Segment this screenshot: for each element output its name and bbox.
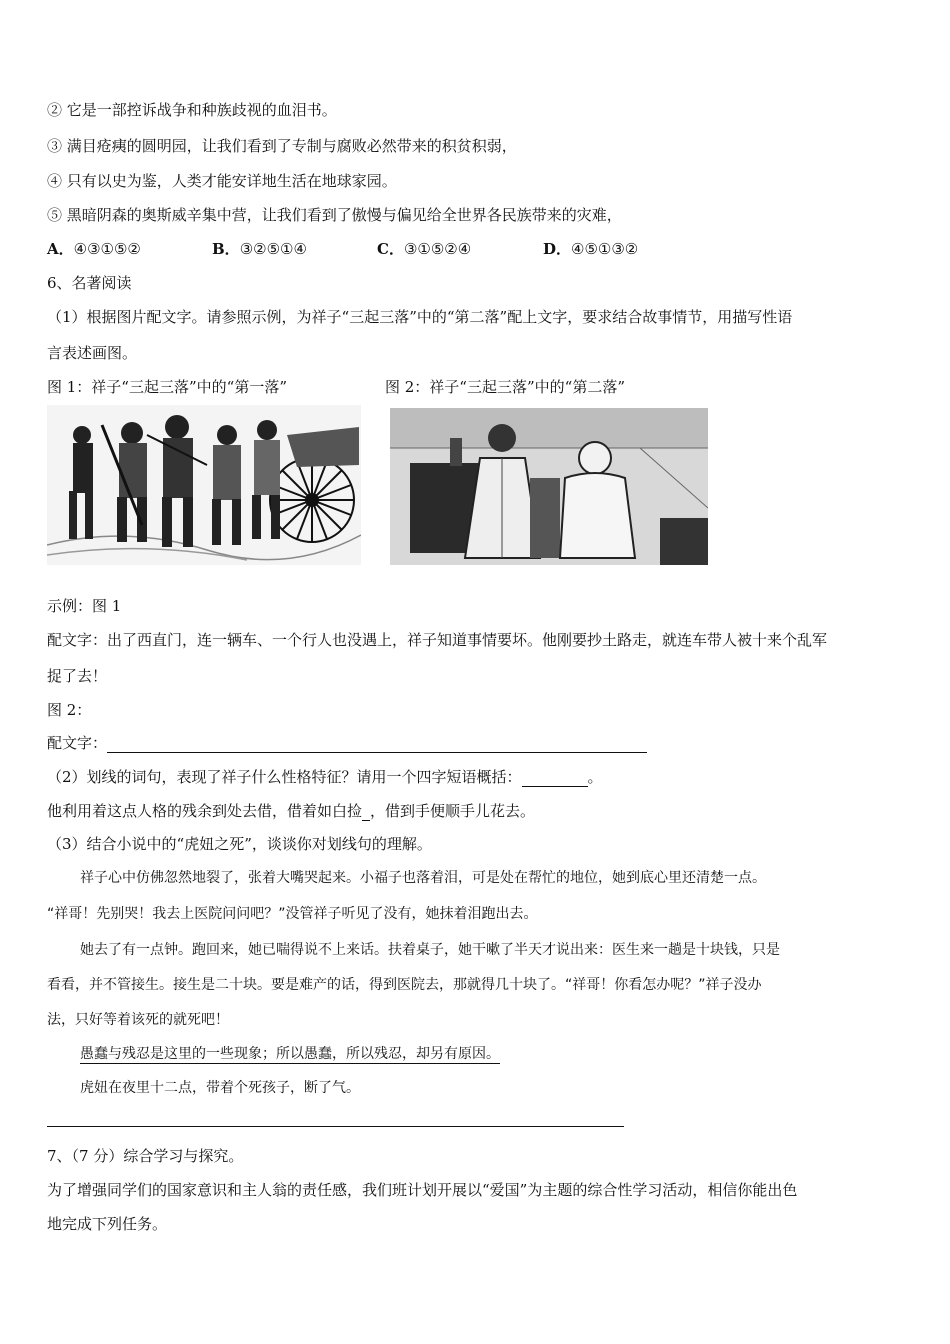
- fig2-caption: 图 2：祥子“三起三落”中的“第二落”: [385, 378, 625, 396]
- fig1-caption: 图 1：祥子“三起三落”中的“第一落”: [47, 378, 287, 396]
- fig2-answer-blank[interactable]: [107, 736, 647, 753]
- figure-2-illustration: [390, 408, 708, 565]
- q6-heading: 6、名著阅读: [47, 274, 132, 292]
- passage-line-3: 她去了有一点钟。跑回来，她已喘得说不上来话。扶着桌子，她干嗽了半天才说出来：医生来一趟是十块钱，只是: [80, 942, 780, 958]
- q5-item-4: ④ 只有以史为鉴，人类才能安详地生活在地球家园。: [47, 172, 397, 190]
- passage-line-5: 法，只好等着该死的就死吧！: [47, 1012, 229, 1028]
- passage-line-1: 祥子心中仿佛忽然地裂了，张着大嘴哭起来。小福子也落着泪，可是处在帮忙的地位，她到底心里还清楚一点。: [80, 870, 766, 886]
- q6-p2-question: （2）划线的词句，表现了祥子什么性格特征？请用一个四字短语概括： 。: [47, 768, 603, 786]
- q7-line1: 为了增强同学们的国家意识和主人翁的责任感，我们班计划开展以“爱国”为主题的综合性学习活动，相信你能出色: [47, 1181, 798, 1199]
- q5-option-b: B．③②⑤①④: [212, 240, 307, 258]
- p3-answer-line[interactable]: [47, 1126, 624, 1127]
- q5-option-d: D．④⑤①③②: [543, 240, 639, 258]
- q6-p1-line1: （1）根据图片配文字。请参照示例，为祥子“三起三落”中的“第二落”配上文字，要求结合故事情节，用描写性语: [47, 308, 793, 326]
- passage-line-2: “祥哥！先别哭！我去上医院问问吧？”没管祥子听见了没有，她抹着泪跑出去。: [47, 906, 538, 922]
- q6-p2-quote: 他利用着这点人格的残余到处去借，借着如白捡 ，借到手便顺手儿花去。: [47, 802, 536, 820]
- fig2-answer: 配文字：: [47, 733, 647, 753]
- q6-p1-line2: 言表述画图。: [47, 344, 138, 362]
- q5-item-3: ③ 满目疮痍的圆明园，让我们看到了专制与腐败必然带来的积贫积弱，: [47, 137, 517, 155]
- p2-answer-blank[interactable]: [522, 770, 588, 787]
- passage-underlined-sentence: 愚蠢与残忍是这里的一些现象；所以愚蠢，所以残忍，却另有原因。: [80, 1046, 500, 1062]
- q5-item-5: ⑤ 黑暗阴森的奥斯威辛集中营，让我们看到了傲慢与偏见给全世界各民族带来的灾难，: [47, 206, 622, 224]
- q5-option-a: A．④③①⑤②: [47, 240, 141, 258]
- example-label: 示例：图 1: [47, 597, 122, 615]
- q7-heading: 7、（7 分）综合学习与探究。: [47, 1147, 244, 1165]
- fig2-label: 图 2：: [47, 701, 92, 719]
- example-text-line1: 配文字：出了西直门，连一辆车、一个行人也没遇上，祥子知道事情要坏。他刚要抄土路走，就连车带人被十来个乱军: [47, 631, 828, 649]
- passage-line-4: 看看，并不管接生。接生是二十块。要是难产的话，得到医院去，那就得几十块了。“祥哥！你看怎办呢？”祥子没办: [47, 977, 762, 993]
- example-text-line2: 捉了去！: [47, 667, 108, 685]
- figure-1-illustration: [47, 405, 361, 565]
- q7-line2: 地完成下列任务。: [47, 1215, 168, 1233]
- q5-item-2: ② 它是一部控诉战争和种族歧视的血泪书。: [47, 101, 337, 119]
- q5-option-c: C．③①⑤②④: [377, 240, 472, 258]
- passage-line-7: 虎妞在夜里十二点，带着个死孩子，断了气。: [80, 1080, 360, 1096]
- q6-p3-question: （3）结合小说中的“虎妞之死”，谈谈你对划线句的理解。: [47, 835, 432, 853]
